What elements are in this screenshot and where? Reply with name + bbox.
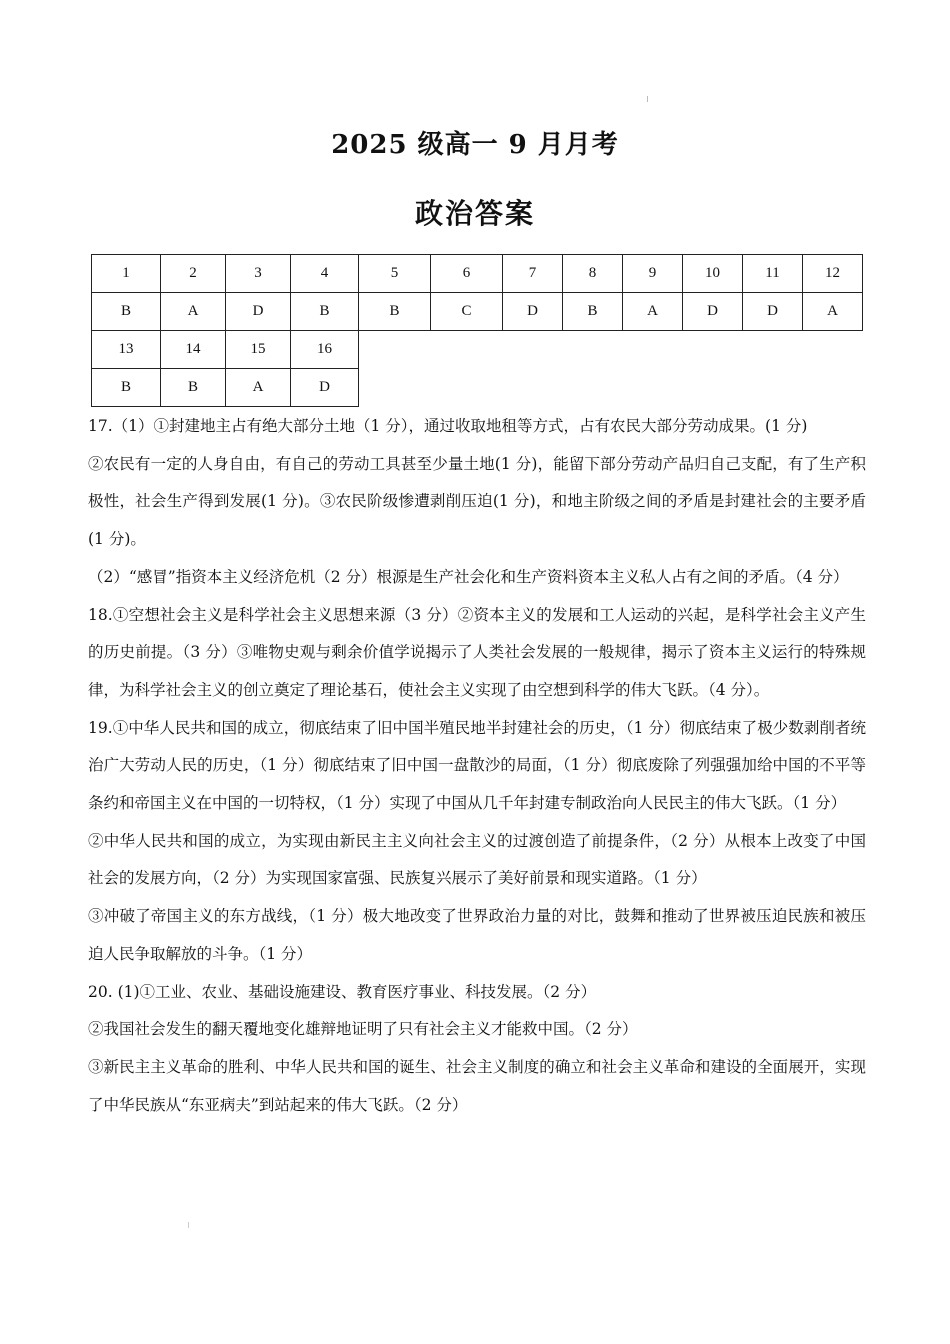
- answer-19-point2: ②中华人民共和国的成立，为实现由新民主主义向社会主义的过渡创造了前提条件，（2 分）从根本上改变了中国社会的发展方向，（2 分）为实现国家富强、民族复兴展示了美好前景和现实道路。（1 分）: [88, 831, 866, 888]
- answer-17-part2: （2）“感冒”指资本主义经济危机（2 分）根源是生产社会化和生产资料资本主义私人占有之间的矛盾。（4 分）: [88, 567, 849, 586]
- table-row-answers: [92, 293, 863, 331]
- table-empty-area: [359, 331, 863, 369]
- table-cell-number: 14: [161, 331, 226, 369]
- table-cell-number: 7: [503, 255, 563, 293]
- answer-body: [88, 408, 866, 1124]
- table-cell-answer: A: [161, 293, 226, 331]
- table-cell-answer: B: [92, 293, 161, 331]
- table-cell-answer: A: [623, 293, 683, 331]
- table-empty-area: [359, 369, 863, 407]
- answer-20-point1: 20. (1)①工业、农业、基础设施建设、教育医疗事业、科技发展。（2 分）: [88, 982, 597, 1001]
- answer-18: 18.①空想社会主义是科学社会主义思想来源（3 分）②资本主义的发展和工人运动的兴起，是科学社会主义产生的历史前提。（3 分）③唯物史观与剩余价值学说揭示了人类社会发展的一般规律，揭示了资本主义运行的特殊规律，为科学社会主义的创立奠定了理论基石，使社会主义实现了由空想到科学的伟大飞跃。（4 分）。: [88, 605, 866, 699]
- table-cell-number: 15: [226, 331, 291, 369]
- table-cell-answer: C: [431, 293, 503, 331]
- table-cell-number: 9: [623, 255, 683, 293]
- table-cell-answer: B: [359, 293, 431, 331]
- table-cell-answer: D: [291, 369, 359, 407]
- table-cell-answer: D: [226, 293, 291, 331]
- table-cell-answer: B: [92, 369, 161, 407]
- answer-table: [91, 254, 863, 407]
- page-subtitle: 政治答案: [414, 197, 535, 230]
- scan-mark: [647, 96, 648, 102]
- table-cell-number: 13: [92, 331, 161, 369]
- answer-20-point3: ③新民主主义革命的胜利、中华人民共和国的诞生、社会主义制度的确立和社会主义革命和建设的全面展开，实现了中华民族从“东亚病夫”到站起来的伟大飞跃。（2 分）: [88, 1057, 866, 1114]
- table-cell-answer: D: [683, 293, 743, 331]
- table-cell-number: 4: [291, 255, 359, 293]
- table-cell-number: 6: [431, 255, 503, 293]
- table-cell-number: 2: [161, 255, 226, 293]
- table-cell-answer: B: [161, 369, 226, 407]
- table-row-numbers: [92, 331, 863, 369]
- table-cell-number: 5: [359, 255, 431, 293]
- table-cell-number: 3: [226, 255, 291, 293]
- table-row-numbers: [92, 255, 863, 293]
- table-cell-answer: B: [563, 293, 623, 331]
- table-cell-number: 10: [683, 255, 743, 293]
- table-cell-number: 8: [563, 255, 623, 293]
- table-cell-answer: D: [503, 293, 563, 331]
- answer-19-point3: ③冲破了帝国主义的东方战线，（1 分）极大地改变了世界政治力量的对比，鼓舞和推动了世界被压迫民族和被压迫人民争取解放的斗争。（1 分）: [88, 907, 866, 963]
- table-row-answers: [92, 369, 863, 407]
- table-cell-answer: B: [291, 293, 359, 331]
- scan-mark: [188, 1222, 189, 1228]
- table-cell-number: 11: [743, 255, 803, 293]
- answer-17-part1: 17.（1）①封建地主占有绝大部分土地（1 分），通过收取地租等方式，占有农民大部分劳动成果。(1 分): [88, 417, 808, 435]
- answer-17-part1-cont: ②农民有一定的人身自由，有自己的劳动工具甚至少量土地(1 分)，能留下部分劳动产品归自己支配，有了生产积极性，社会生产得到发展(1 分)。③农民阶级惨遭剥削压迫(1 分)，和地主阶级之间的矛盾是封建社会的主要矛盾(1 分)。: [88, 454, 866, 549]
- table-cell-number: 1: [92, 255, 161, 293]
- answer-19-point1: 19.①中华人民共和国的成立，彻底结束了旧中国半殖民地半封建社会的历史，（1 分）彻底结束了极少数剥削者统治广大劳动人民的历史，（1 分）彻底结束了旧中国一盘散沙的局面，（1 分）彻底废除了列强强加给中国的不平等条约和帝国主义在中国的一切特权，（1 分）实现了中国从几千年封建专制政治向人民民主的伟大飞跃。（1 分）: [88, 718, 866, 813]
- table-cell-number: 16: [291, 331, 359, 369]
- table-cell-answer: D: [743, 293, 803, 331]
- table-cell-answer: A: [226, 369, 291, 407]
- table-cell-answer: A: [803, 293, 863, 331]
- answer-20-point2: ②我国社会发生的翻天覆地变化雄辩地证明了只有社会主义才能救中国。（2 分）: [88, 1020, 638, 1039]
- page-title: 2025 级高一 9 月月考: [331, 130, 619, 160]
- table-cell-number: 12: [803, 255, 863, 293]
